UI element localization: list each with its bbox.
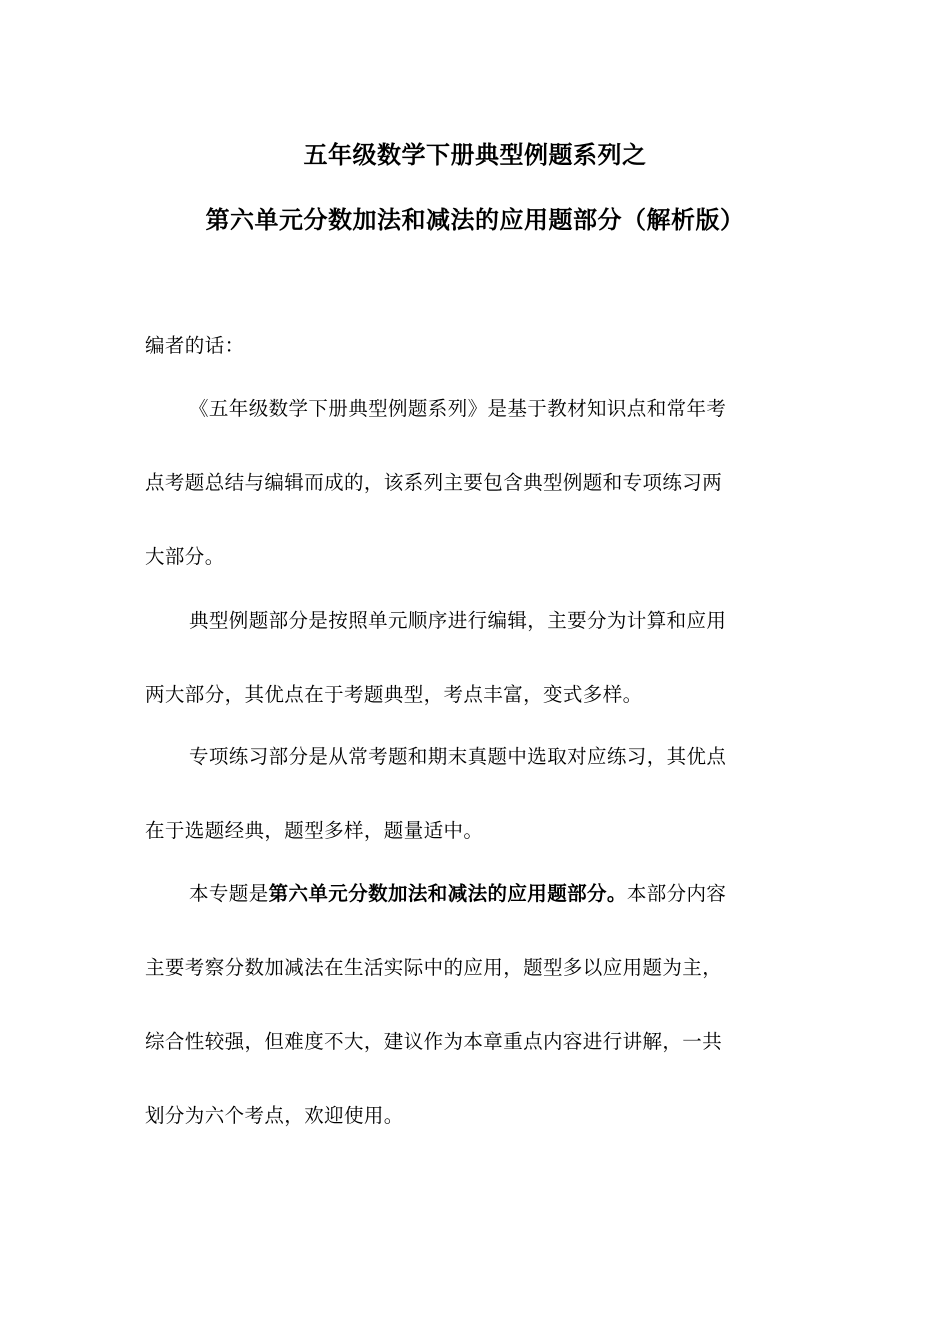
document-title-line-1: 五年级数学下册典型例题系列之 [303,141,647,169]
editor-heading: 编者的话： [145,334,245,357]
paragraph-3-line-1: 专项练习部分是从常考题和期末真题中选取对应练习，其优点 [189,745,727,768]
paragraph-4-line-1 [189,883,726,905]
paragraph-4-bold-topic: 第六单元分数加法和减法的应用题部分。 [268,882,627,905]
paragraph-2-line-2: 两大部分，其优点在于考题典型，考点丰富，变式多样。 [145,683,643,706]
document-title-line-2: 第六单元分数加法和减法的应用题部分（解析版） [205,206,745,234]
paragraph-1-line-1: 《五年级数学下册典型例题系列》是基于教材知识点和常年考 [189,397,727,420]
paragraph-4-suffix: 本部分内容 [626,882,727,905]
paragraph-1-line-2: 点考题总结与编辑而成的，该系列主要包含典型例题和专项练习两 [145,471,723,494]
paragraph-2-line-1: 典型例题部分是按照单元顺序进行编辑，主要分为计算和应用 [189,609,727,632]
paragraph-1-line-3: 大部分。 [145,545,225,568]
paragraph-4-prefix: 本专题是 [189,882,269,905]
paragraph-4-line-3: 综合性较强，但难度不大，建议作为本章重点内容进行讲解，一共 [145,1030,723,1053]
paragraph-4-line-2: 主要考察分数加减法在生活实际中的应用，题型多以应用题为主， [145,956,723,979]
paragraph-4-line-4: 划分为六个考点，欢迎使用。 [145,1104,404,1127]
paragraph-3-line-2: 在于选题经典，题型多样，题量适中。 [145,819,484,842]
